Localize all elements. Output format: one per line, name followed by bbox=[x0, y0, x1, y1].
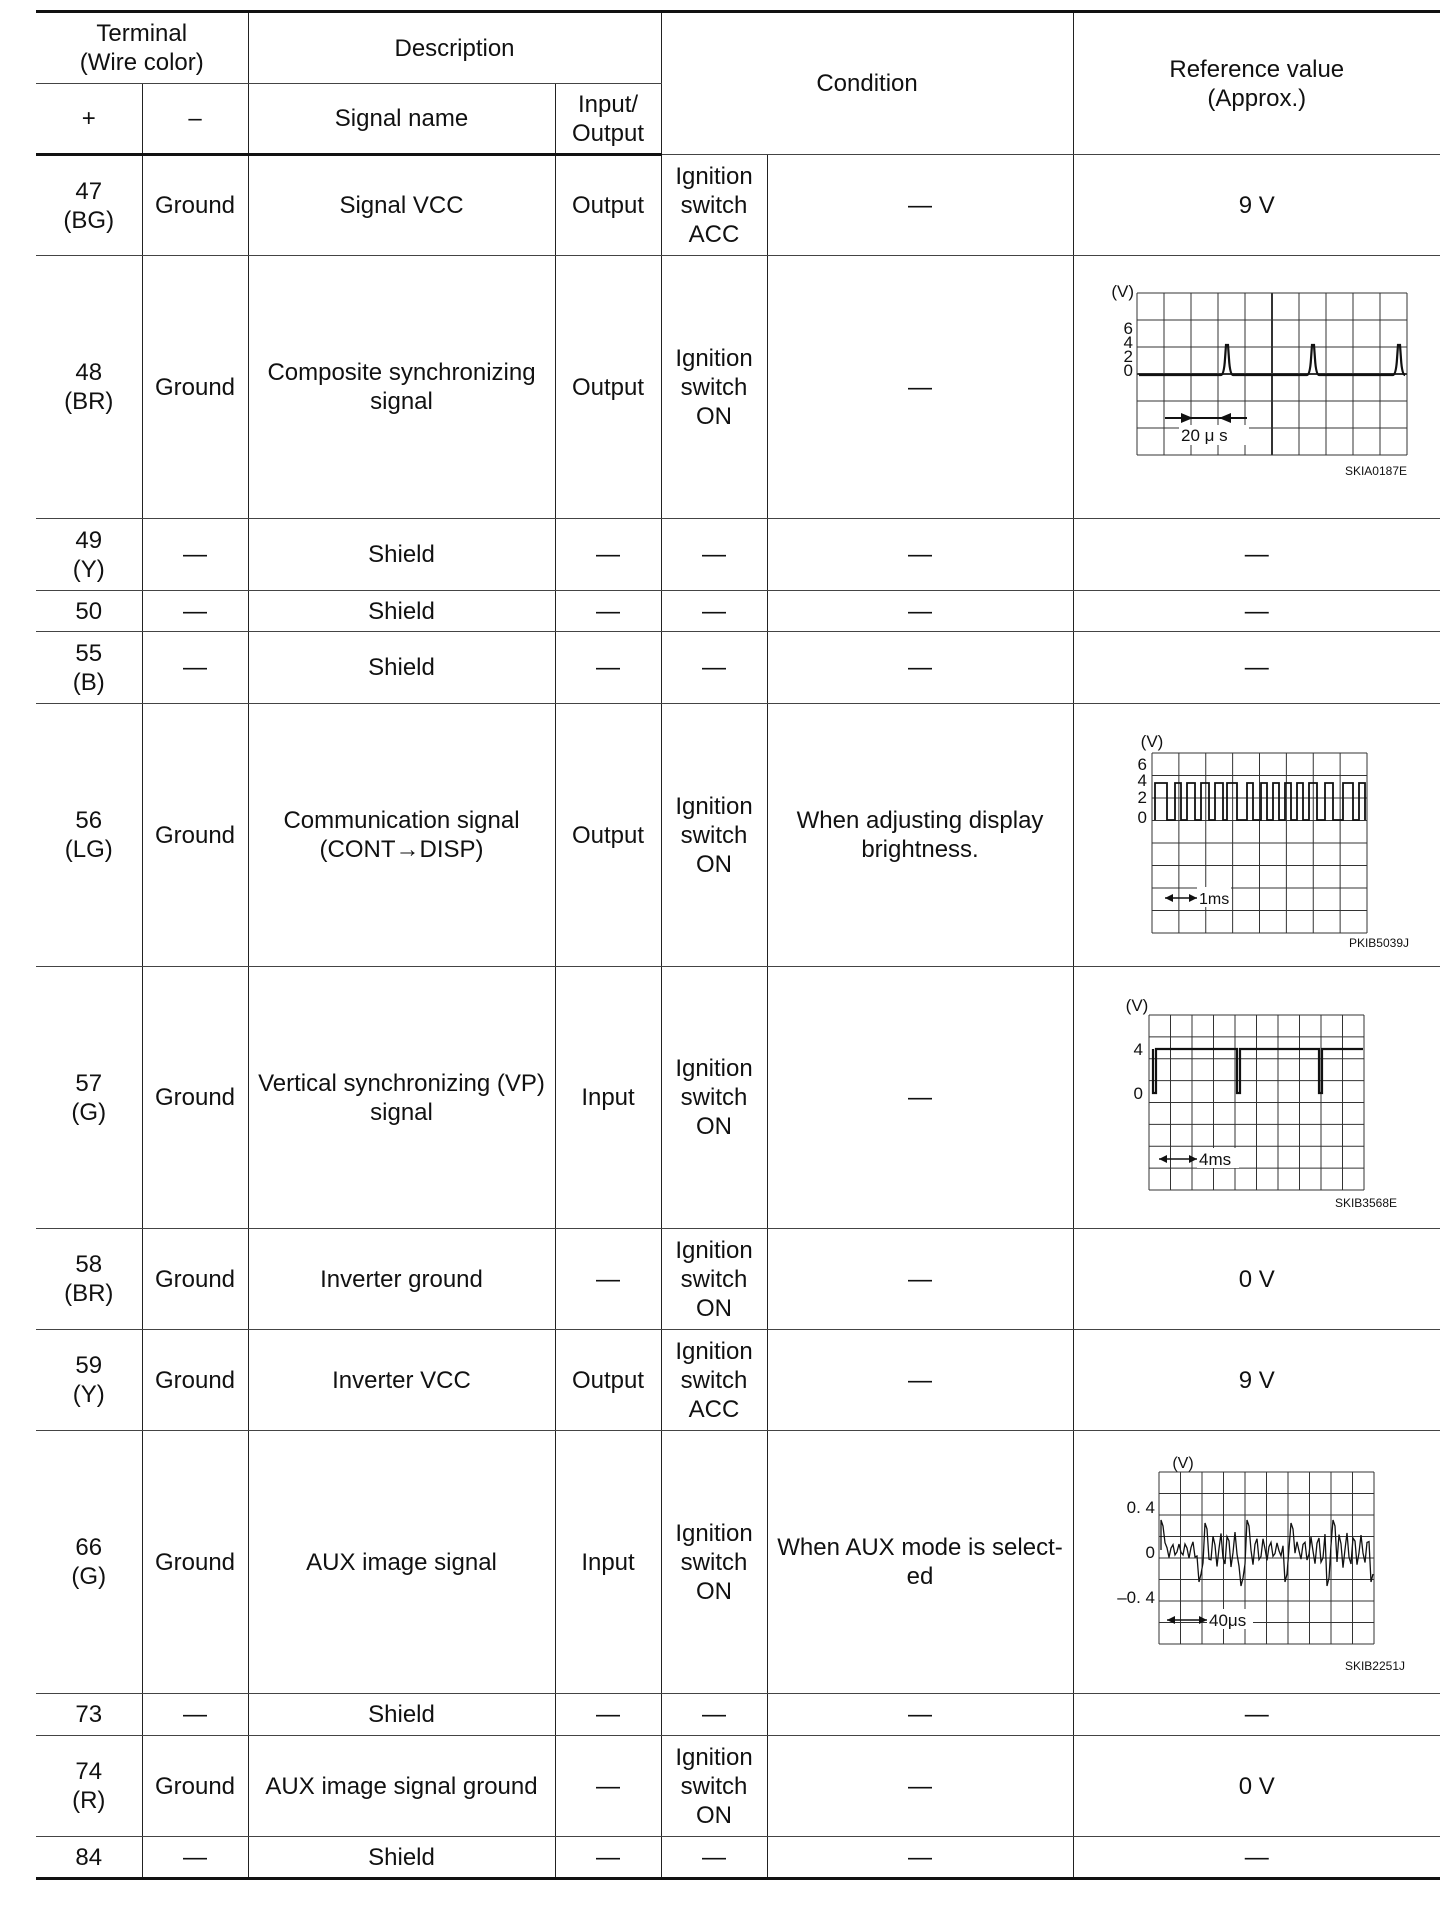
table-row bbox=[36, 1736, 1440, 1837]
figure-code: SKIB3568E bbox=[1334, 1196, 1397, 1210]
condition-switch: — bbox=[661, 632, 767, 704]
wire-color: (G) bbox=[71, 1098, 107, 1126]
header-reference-value bbox=[1073, 12, 1440, 155]
condition-switch-line: ACC bbox=[688, 220, 740, 248]
minus-terminal: Ground bbox=[142, 1229, 248, 1330]
signal-name: Shield bbox=[248, 1694, 555, 1736]
terminal-number: 47 bbox=[75, 177, 103, 205]
condition-switch-line: switch bbox=[680, 373, 748, 401]
terminal-cell bbox=[36, 155, 142, 256]
input-output: — bbox=[555, 1229, 661, 1330]
table-row bbox=[36, 704, 1440, 967]
wire-color: (R) bbox=[72, 1787, 106, 1814]
terminal-number: 50 bbox=[75, 597, 103, 625]
signal-name: Inverter VCC bbox=[248, 1330, 555, 1431]
table-body bbox=[36, 155, 1440, 1879]
header-io-line2: Output bbox=[571, 119, 645, 147]
waveform-label: 6 bbox=[1137, 754, 1147, 774]
reference-value bbox=[1073, 256, 1440, 519]
condition-switch-line: Ignition bbox=[675, 1337, 753, 1365]
condition-switch-line: ACC bbox=[688, 1395, 740, 1423]
table-row bbox=[36, 1229, 1440, 1330]
terminal-cell bbox=[36, 1330, 142, 1431]
waveform-label: 0 bbox=[1123, 360, 1133, 380]
header-signal-name: Signal name bbox=[248, 84, 555, 155]
reference-value: 9 V bbox=[1073, 155, 1440, 256]
wire-color: (B) bbox=[72, 668, 105, 696]
condition-detail: When adjusting display brightness. bbox=[767, 704, 1073, 967]
input-output: Output bbox=[555, 1330, 661, 1431]
wire-color: (BG) bbox=[63, 206, 115, 234]
input-output: Input bbox=[555, 1431, 661, 1694]
terminal-cell bbox=[36, 1431, 142, 1694]
terminal-number: 49 bbox=[75, 526, 103, 554]
waveform-diagram bbox=[1097, 1450, 1417, 1675]
waveform-label: 2 bbox=[1137, 787, 1147, 807]
condition-switch bbox=[661, 1229, 767, 1330]
header-condition: Condition bbox=[661, 12, 1073, 155]
signal-name: Shield bbox=[248, 1837, 555, 1879]
header-terminal bbox=[36, 12, 248, 84]
condition-switch-line: switch bbox=[680, 1265, 748, 1293]
condition-detail: — bbox=[767, 1330, 1073, 1431]
condition-switch-line: Ignition bbox=[675, 1055, 753, 1082]
table-row bbox=[36, 1330, 1440, 1431]
waveform-label: 0. 4 bbox=[1126, 1497, 1155, 1517]
terminal-number: 55 bbox=[75, 639, 103, 667]
table-row bbox=[36, 632, 1440, 704]
condition-switch-line: ON bbox=[696, 402, 733, 430]
condition-switch-line: ON bbox=[696, 850, 733, 878]
minus-terminal: — bbox=[142, 591, 248, 632]
minus-terminal: — bbox=[142, 519, 248, 591]
terminal-cell bbox=[36, 1736, 142, 1837]
waveform-label: (V) bbox=[1172, 1454, 1194, 1472]
header-description: Description bbox=[248, 12, 661, 84]
condition-switch: — bbox=[661, 591, 767, 632]
terminal-cell bbox=[36, 256, 142, 519]
table-row bbox=[36, 1431, 1440, 1694]
wire-color: (BR) bbox=[64, 1280, 114, 1307]
terminal-cell bbox=[36, 632, 142, 704]
input-output: — bbox=[555, 1736, 661, 1837]
reference-value: — bbox=[1073, 519, 1440, 591]
condition-switch-line: ON bbox=[696, 1113, 733, 1140]
condition-detail: — bbox=[767, 519, 1073, 591]
condition-detail: — bbox=[767, 155, 1073, 256]
wire-color: (LG) bbox=[64, 836, 113, 863]
condition-switch-line: switch bbox=[680, 1366, 748, 1394]
waveform-label: 0 bbox=[1137, 807, 1147, 827]
waveform-label: 0 bbox=[1133, 1084, 1143, 1103]
scope-grid bbox=[1149, 1015, 1364, 1190]
header-wire-color-label: (Wire color) bbox=[79, 49, 204, 76]
condition-switch: — bbox=[661, 1837, 767, 1879]
wire-color: (G) bbox=[71, 1563, 107, 1590]
waveform-label: (V) bbox=[1125, 996, 1149, 1015]
signal-name: Inverter ground bbox=[248, 1229, 555, 1330]
minus-terminal: Ground bbox=[142, 704, 248, 967]
minus-terminal: Ground bbox=[142, 1736, 248, 1837]
terminal-cell bbox=[36, 591, 142, 632]
condition-detail: — bbox=[767, 967, 1073, 1229]
terminal-cell bbox=[36, 1837, 142, 1879]
header-terminal-label: Terminal bbox=[96, 20, 188, 47]
condition-switch-line: Ignition bbox=[675, 1236, 753, 1264]
condition-detail: — bbox=[767, 591, 1073, 632]
input-output: Output bbox=[555, 704, 661, 967]
waveform-label: (V) bbox=[1140, 731, 1164, 751]
signal-name: Signal VCC bbox=[248, 155, 555, 256]
table-row bbox=[36, 1837, 1440, 1879]
reference-value: — bbox=[1073, 632, 1440, 704]
condition-switch-line: switch bbox=[680, 1548, 748, 1576]
table-row bbox=[36, 519, 1440, 591]
signal-name: Vertical synchronizing (VP) signal bbox=[248, 967, 555, 1229]
condition-switch-line: switch bbox=[680, 1084, 748, 1111]
waveform-scale: 1ms bbox=[1198, 890, 1229, 908]
condition-switch bbox=[661, 1330, 767, 1431]
header-approx-label: (Approx.) bbox=[1207, 84, 1307, 112]
terminal-number: 48 bbox=[75, 359, 103, 386]
signal-name: Composite synchronizing signal bbox=[248, 256, 555, 519]
table-row bbox=[36, 155, 1440, 256]
condition-switch: — bbox=[661, 1694, 767, 1736]
condition-switch-line: Ignition bbox=[675, 162, 753, 190]
waveform-label: –0. 4 bbox=[1116, 1587, 1155, 1607]
signal-name: AUX image signal bbox=[248, 1431, 555, 1694]
waveform-label: 0 bbox=[1145, 1542, 1155, 1562]
table-row bbox=[36, 1694, 1440, 1736]
reference-value: — bbox=[1073, 1837, 1440, 1879]
condition-switch bbox=[661, 1431, 767, 1694]
header-minus: – bbox=[142, 84, 248, 155]
condition-switch: — bbox=[661, 519, 767, 591]
terminal-cell bbox=[36, 704, 142, 967]
table-row bbox=[36, 591, 1440, 632]
waveform-label: (V) bbox=[1111, 281, 1134, 301]
signal-name: Shield bbox=[248, 591, 555, 632]
condition-switch-line: ON bbox=[696, 1294, 733, 1322]
waveform-label: 2 bbox=[1123, 346, 1133, 366]
minus-terminal: Ground bbox=[142, 967, 248, 1229]
terminal-number: 66 bbox=[75, 1534, 103, 1561]
waveform-scale: 20 μ s bbox=[1180, 425, 1228, 445]
input-output: — bbox=[555, 519, 661, 591]
scope-grid bbox=[1152, 753, 1367, 933]
condition-detail: — bbox=[767, 1837, 1073, 1879]
header-reference-label: Reference value bbox=[1169, 55, 1345, 83]
terminal-cell bbox=[36, 967, 142, 1229]
minus-terminal: — bbox=[142, 1694, 248, 1736]
minus-terminal: Ground bbox=[142, 155, 248, 256]
condition-detail: — bbox=[767, 1736, 1073, 1837]
condition-detail: When AUX mode is select-ed bbox=[767, 1431, 1073, 1694]
header-plus: + bbox=[36, 84, 142, 155]
input-output: Input bbox=[555, 967, 661, 1229]
condition-switch-line: Ignition bbox=[675, 792, 753, 820]
wire-color: (Y) bbox=[72, 1381, 105, 1408]
signal-name: Communication signal (CONT→DISP) bbox=[248, 704, 555, 967]
condition-switch-line: Ignition bbox=[675, 344, 753, 372]
condition-switch-line: switch bbox=[680, 191, 748, 219]
reference-value: 9 V bbox=[1073, 1330, 1440, 1431]
condition-switch-line: ON bbox=[696, 1577, 733, 1605]
input-output: Output bbox=[555, 155, 661, 256]
condition-switch-line: switch bbox=[680, 1772, 748, 1800]
waveform-label: 4 bbox=[1137, 770, 1147, 790]
terminal-number: 56 bbox=[75, 807, 103, 834]
input-output: — bbox=[555, 1694, 661, 1736]
waveform-label: 4 bbox=[1133, 1040, 1143, 1059]
terminal-number: 59 bbox=[75, 1352, 103, 1379]
terminal-cell bbox=[36, 1694, 142, 1736]
minus-terminal: Ground bbox=[142, 1431, 248, 1694]
condition-detail: — bbox=[767, 632, 1073, 704]
condition-switch bbox=[661, 704, 767, 967]
signal-name: Shield bbox=[248, 632, 555, 704]
condition-switch-line: Ignition bbox=[675, 1519, 753, 1547]
condition-switch bbox=[661, 256, 767, 519]
waveform-label: 4 bbox=[1123, 332, 1133, 352]
minus-terminal: Ground bbox=[142, 256, 248, 519]
reference-value bbox=[1073, 704, 1440, 967]
signal-name: Shield bbox=[248, 519, 555, 591]
condition-switch-line: switch bbox=[680, 821, 748, 849]
minus-terminal: — bbox=[142, 1837, 248, 1879]
terminal-number: 74 bbox=[75, 1758, 103, 1785]
terminal-number: 58 bbox=[75, 1251, 103, 1278]
condition-switch bbox=[661, 1736, 767, 1837]
condition-detail: — bbox=[767, 256, 1073, 519]
wire-color: (BR) bbox=[64, 388, 114, 415]
minus-terminal: Ground bbox=[142, 1330, 248, 1431]
header-input-output bbox=[555, 84, 661, 155]
waveform-scale: 4ms bbox=[1198, 1150, 1231, 1169]
waveform-scale: 40μs bbox=[1208, 1610, 1246, 1630]
reference-value: 0 V bbox=[1073, 1229, 1440, 1330]
figure-code: PKIB5039J bbox=[1348, 935, 1409, 948]
figure-code: SKIB2251J bbox=[1344, 1658, 1405, 1673]
terminal-cell bbox=[36, 519, 142, 591]
reference-value: — bbox=[1073, 591, 1440, 632]
header-io-line1: Input/ bbox=[577, 90, 639, 118]
waveform-label: 6 bbox=[1123, 318, 1133, 338]
condition-switch bbox=[661, 155, 767, 256]
condition-switch-line: Ignition bbox=[675, 1743, 753, 1771]
reference-value bbox=[1073, 967, 1440, 1229]
terminal-number: 73 bbox=[75, 1701, 103, 1728]
table-row bbox=[36, 256, 1440, 519]
reference-value: 0 V bbox=[1073, 1736, 1440, 1837]
condition-detail: — bbox=[767, 1694, 1073, 1736]
reference-value bbox=[1073, 1431, 1440, 1694]
signal-name: AUX image signal ground bbox=[248, 1736, 555, 1837]
input-output: — bbox=[555, 591, 661, 632]
terminal-number: 84 bbox=[75, 1843, 103, 1871]
minus-terminal: — bbox=[142, 632, 248, 704]
condition-switch bbox=[661, 967, 767, 1229]
condition-detail: — bbox=[767, 1229, 1073, 1330]
wire-color: (Y) bbox=[72, 555, 105, 583]
condition-switch-line: ON bbox=[696, 1801, 733, 1829]
reference-value: — bbox=[1073, 1694, 1440, 1736]
figure-code: SKIA0187E bbox=[1344, 463, 1407, 478]
waveform-diagram bbox=[1097, 723, 1417, 948]
terminal-reference-table bbox=[36, 10, 1440, 1880]
input-output: Output bbox=[555, 256, 661, 519]
terminal-number: 57 bbox=[75, 1069, 103, 1097]
input-output: — bbox=[555, 1837, 661, 1879]
input-output: — bbox=[555, 632, 661, 704]
terminal-cell bbox=[36, 1229, 142, 1330]
waveform-diagram bbox=[1097, 985, 1417, 1210]
table-row bbox=[36, 967, 1440, 1229]
waveform-diagram bbox=[1097, 275, 1417, 500]
